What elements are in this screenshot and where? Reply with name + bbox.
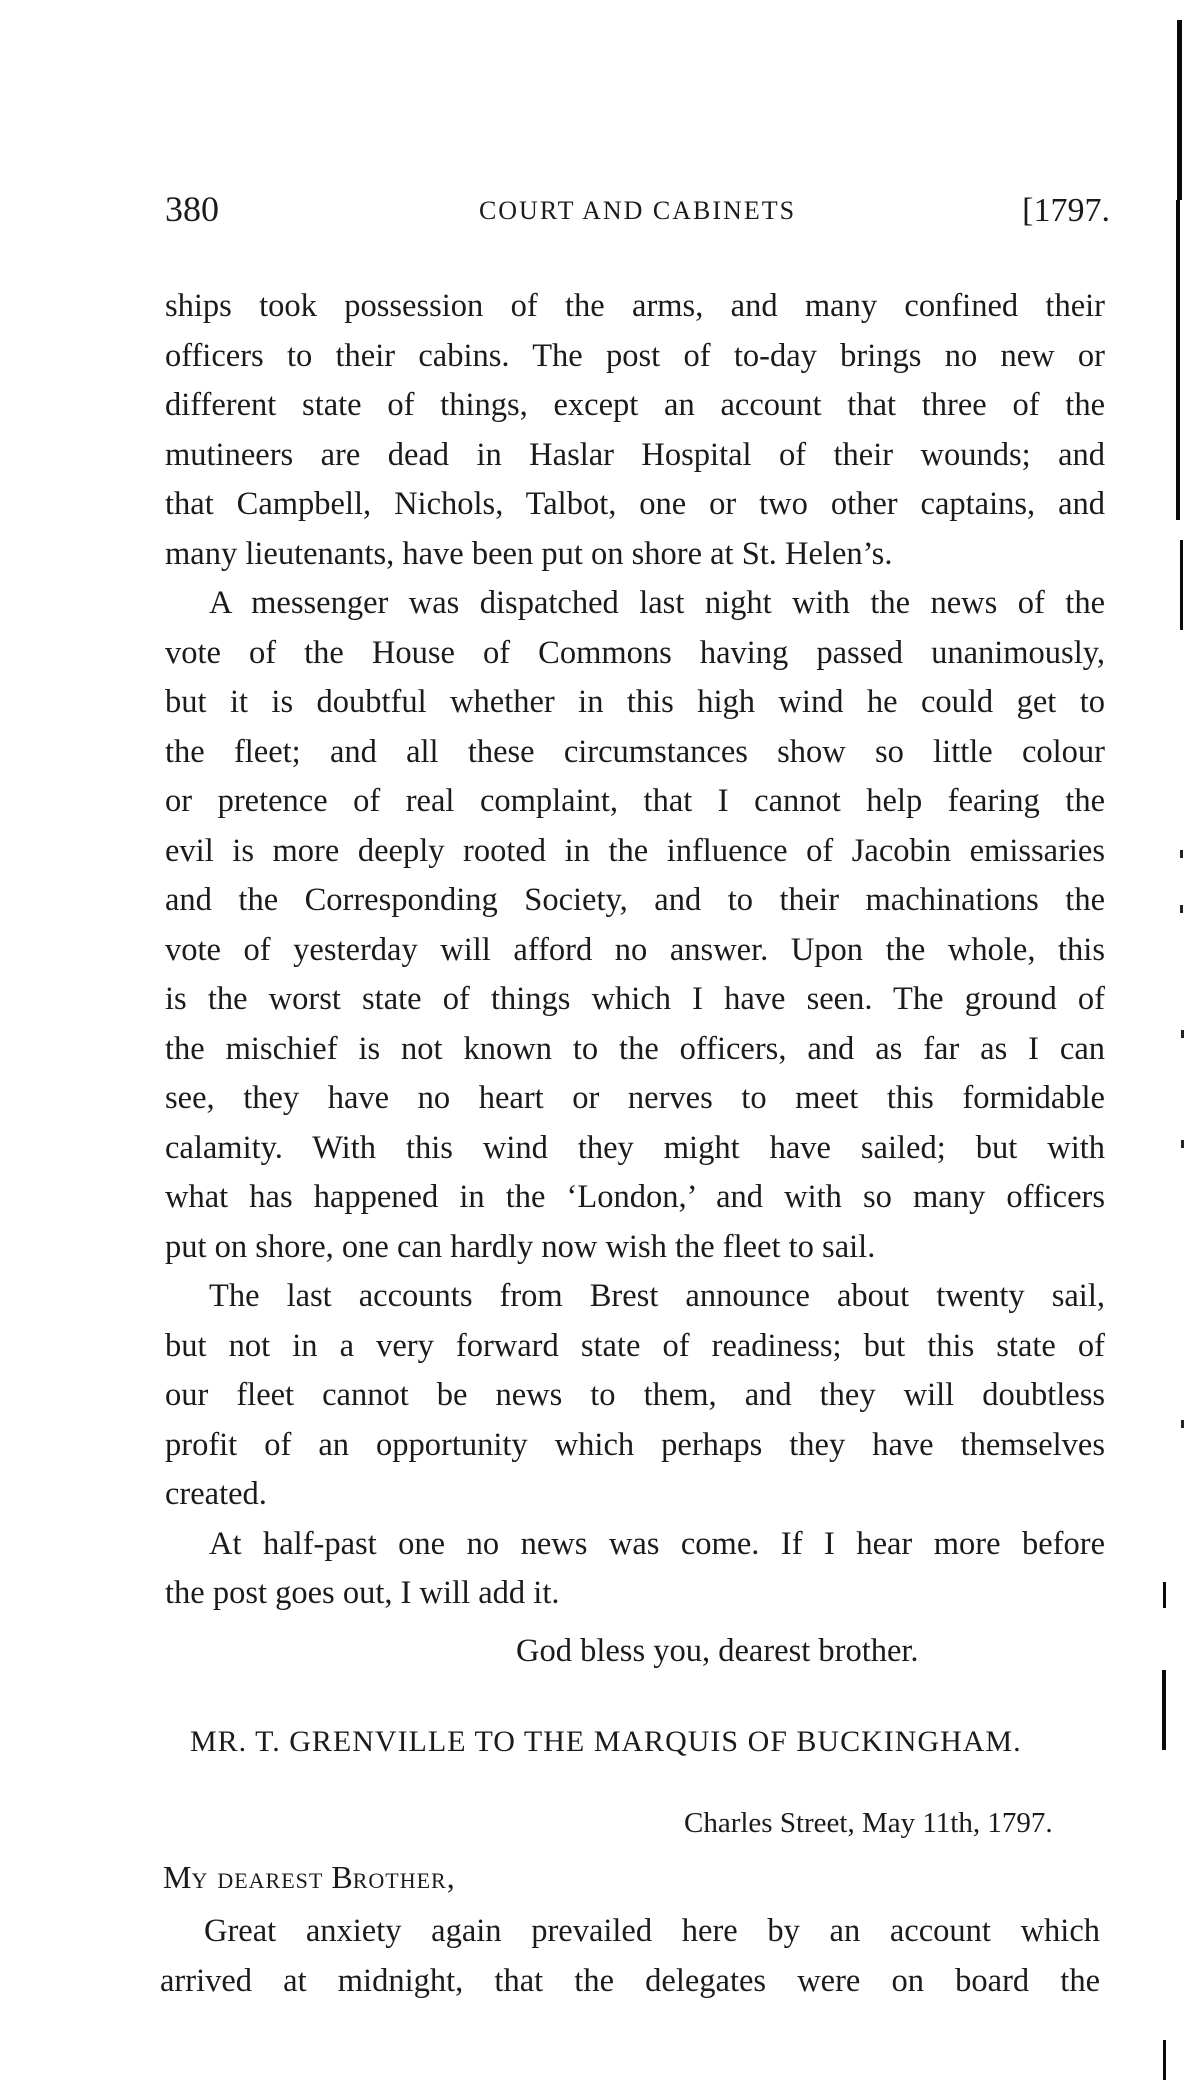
body-line: the mischief is not known to the officers, and as far as I can — [165, 1030, 1105, 1067]
body-line: profit of an opportunity which perhaps they have themselves — [165, 1426, 1105, 1463]
scan-edge-mark — [1180, 905, 1183, 913]
body-line: vote of the House of Commons having passed unanimously, — [165, 634, 1105, 671]
body-line: created. — [165, 1476, 267, 1512]
body-text — [165, 282, 1105, 1619]
body-line: A messenger was dispatched last night with the news of the — [209, 585, 1105, 621]
body-line: that Campbell, Nichols, Talbot, one or two other captains, and — [165, 486, 1105, 522]
body-line: officers to their cabins. The post of to-day brings no new or — [165, 337, 1105, 374]
letter-body — [160, 1905, 1100, 2004]
letter-dateline: Charles Street, May 11th, 1797. — [684, 1807, 1053, 1839]
body-line: many lieutenants, have been put on shore at St. Helen’s. — [165, 535, 893, 572]
body-line: vote of yesterday will afford no answer. Upon the whole, this — [165, 931, 1105, 968]
salutation-rest-1: y dearest — [191, 1859, 324, 1895]
salutation-rest-2: rother, — [352, 1859, 456, 1895]
body-line: ships took possession of the arms, and many confined their — [165, 288, 1105, 324]
body-line: calamity. With this wind they might have sailed; but with — [165, 1129, 1105, 1166]
body-line: but not in a very forward state of readiness; but this state of — [165, 1327, 1105, 1364]
body-line: the post goes out, I will add it. — [165, 1575, 560, 1611]
body-line: see, they have no heart or nerves to meet this formidable — [165, 1080, 1105, 1116]
scan-edge-mark — [1163, 2040, 1166, 2080]
body-line: and the Corresponding Society, and to their machinations the — [165, 882, 1105, 918]
scan-edge-mark — [1180, 540, 1183, 630]
salutation-initial-1: M — [163, 1859, 192, 1895]
header-year: [1797. — [1022, 192, 1110, 229]
page-header — [165, 188, 1110, 238]
body-line: evil is more deeply rooted in the influence of Jacobin emissaries — [165, 832, 1105, 869]
body-line: the fleet; and all these circumstances show so little colour — [165, 733, 1105, 770]
scan-edge-mark — [1162, 1670, 1166, 1750]
page-number: 380 — [165, 189, 219, 229]
body-line: but it is doubtful whether in this high wind he could get to — [165, 684, 1105, 720]
body-line: different state of things, except an account that three of the — [165, 387, 1105, 423]
signoff: God bless you, dearest brother. — [516, 1633, 919, 1669]
letter-salutation — [163, 1859, 456, 1896]
scan-edge-mark — [1180, 850, 1183, 858]
body-line: or pretence of real complaint, that I cannot help fearing the — [165, 783, 1105, 819]
body-line: put on shore, one can hardly now wish the fleet to sail. — [165, 1228, 876, 1265]
letter-heading: MR. T. GRENVILLE TO THE MARQUIS OF BUCKINGHAM. — [190, 1725, 1022, 1758]
body-line: At half-past one no news was come. If I hear more before — [209, 1525, 1105, 1562]
body-line: The last accounts from Brest announce about twenty sail, — [209, 1278, 1105, 1314]
running-title: COURT AND CABINETS — [478, 196, 797, 225]
body-line: is the worst state of things which I have seen. The ground of — [165, 981, 1105, 1017]
body-line: our fleet cannot be news to them, and they will doubtless — [165, 1377, 1105, 1413]
letter-line: arrived at midnight, that the delegates were on board the — [160, 1962, 1100, 1999]
scan-edge-mark — [1163, 1582, 1166, 1608]
letter-line: Great anxiety again prevailed here by an account which — [204, 1913, 1100, 1949]
body-line: what has happened in the ‘London,’ and with so many officers — [165, 1179, 1105, 1215]
scan-edge-mark — [1177, 20, 1182, 200]
scan-edge-mark — [1176, 200, 1180, 520]
salutation-initial-2: B — [331, 1859, 353, 1895]
body-line: mutineers are dead in Haslar Hospital of their wounds; and — [165, 436, 1105, 473]
